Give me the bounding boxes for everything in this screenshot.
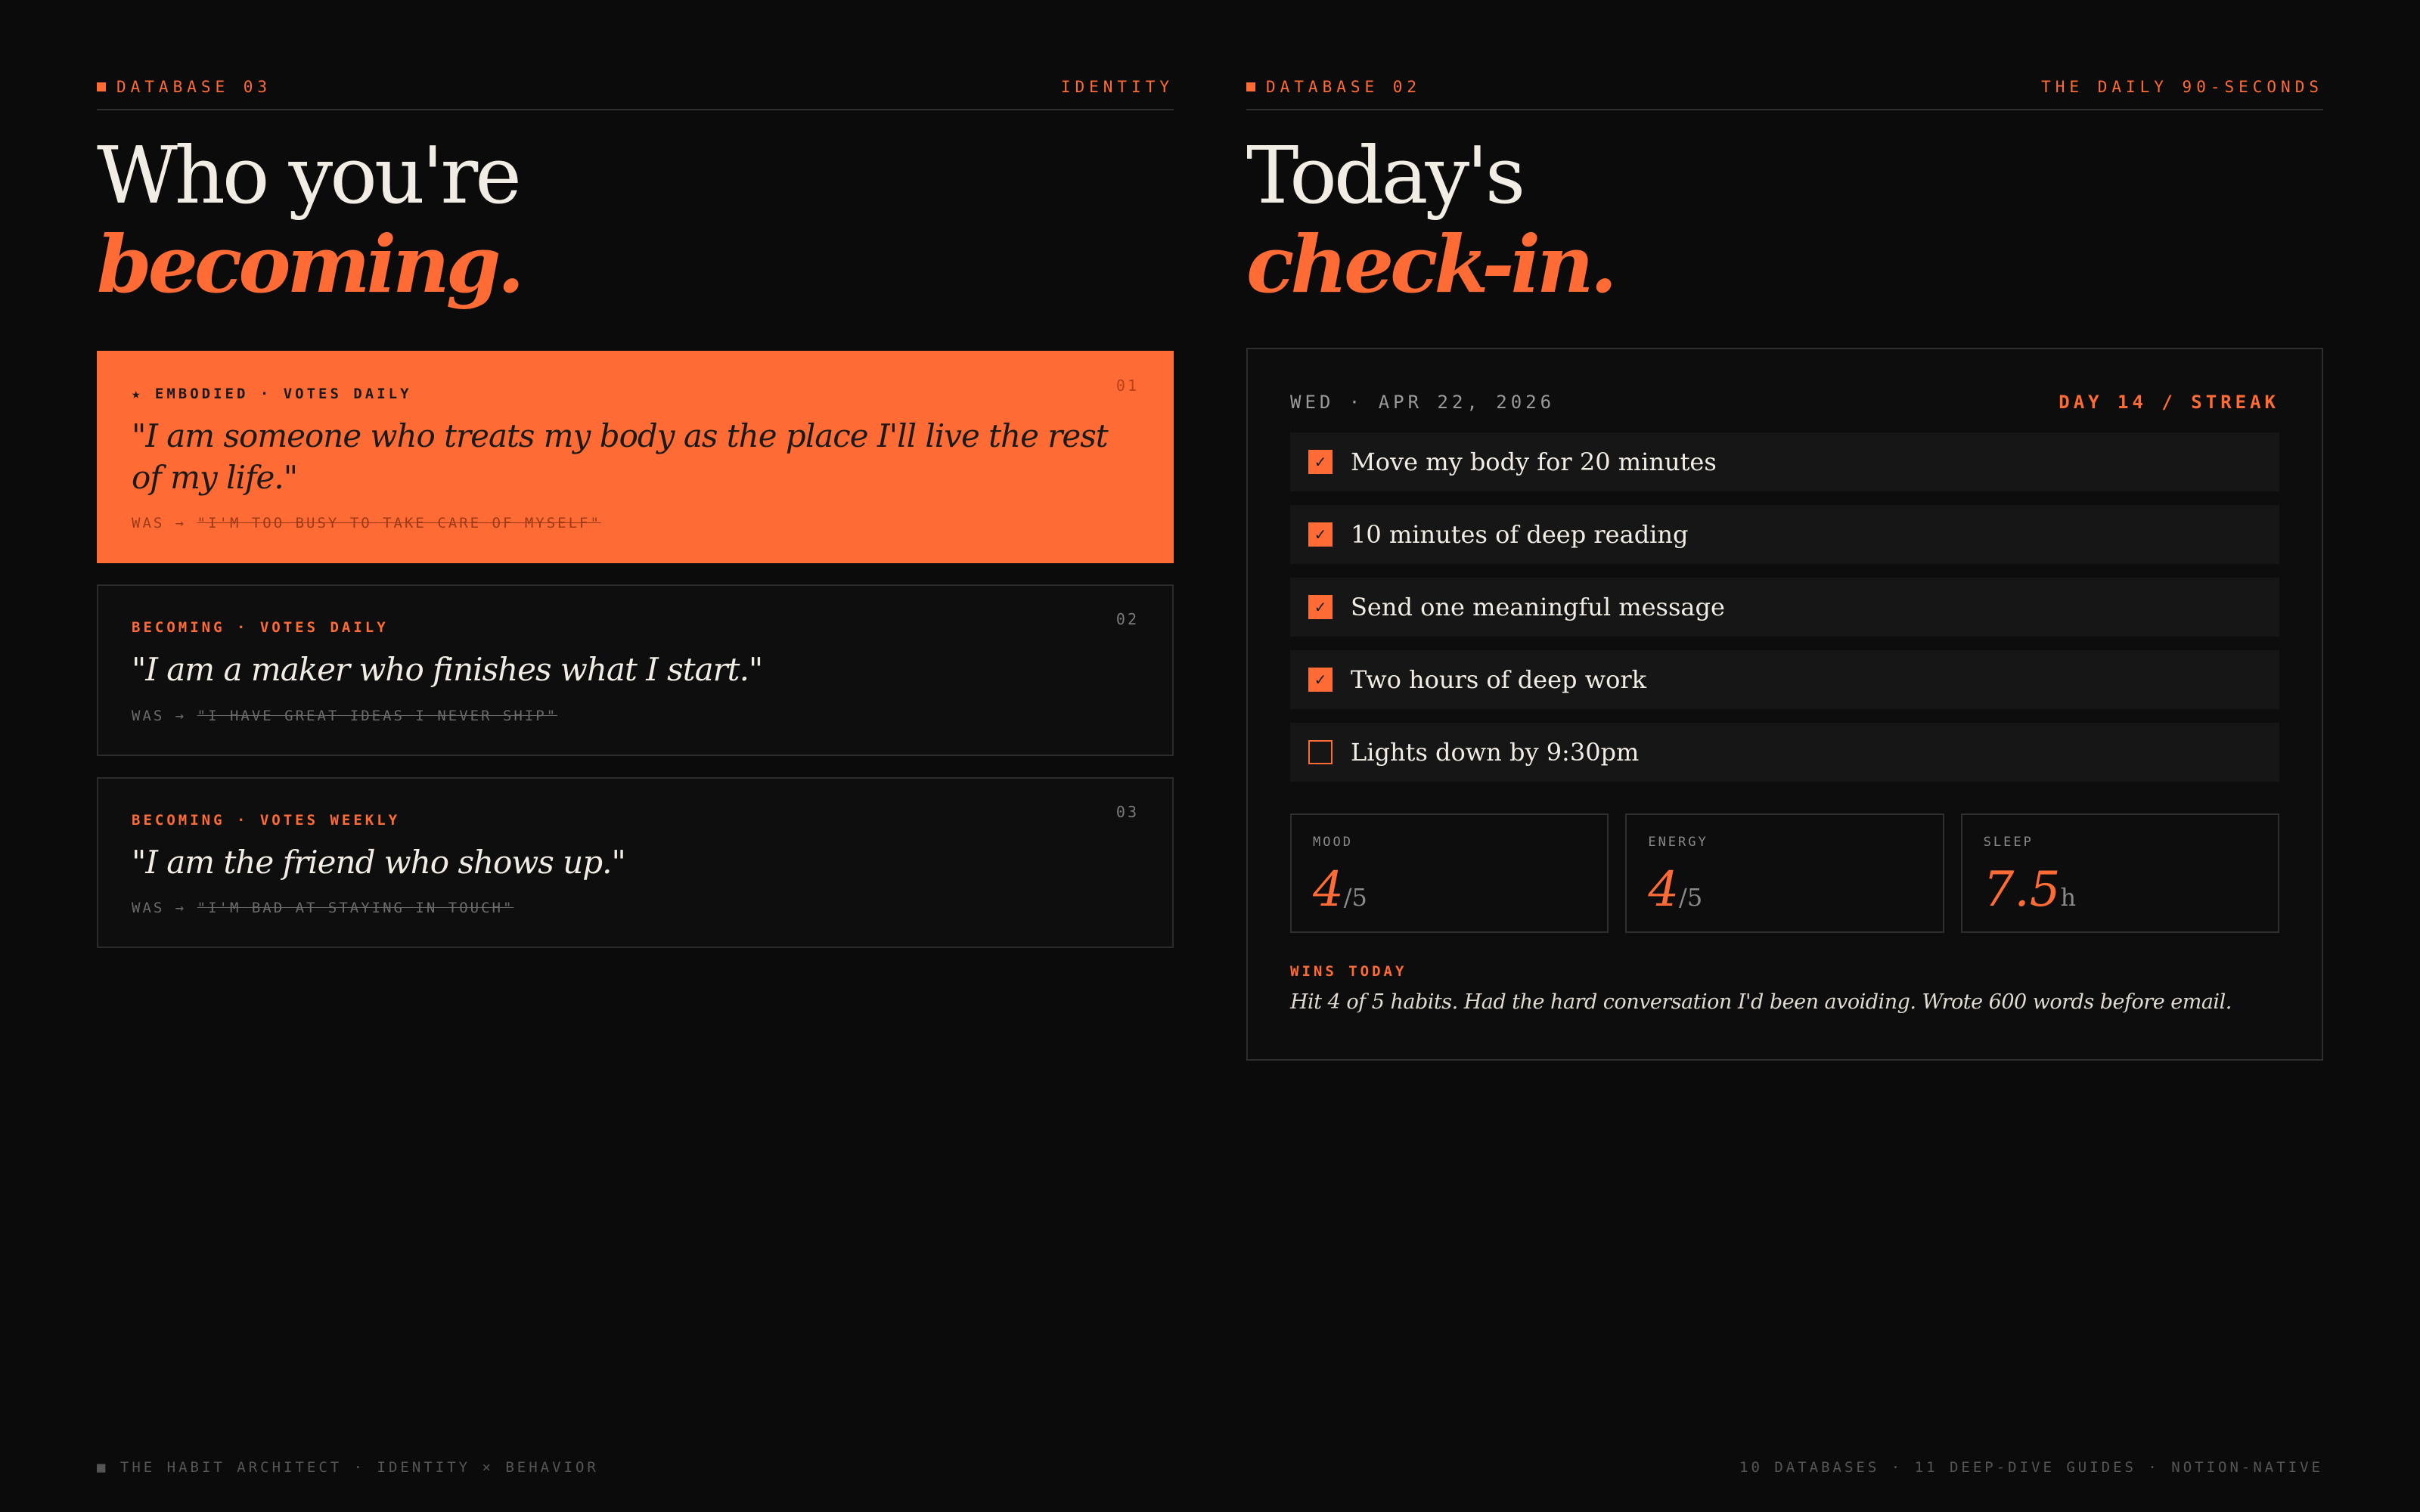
card-number: 01 (1115, 376, 1139, 395)
habit-label: Move my body for 20 minutes (1351, 448, 1717, 476)
old-identity-text: "I HAVE GREAT IDEAS I NEVER SHIP" (197, 707, 558, 724)
footer-brand: ■ THE HABIT ARCHITECT · IDENTITY × BEHAVIOR (97, 1459, 599, 1476)
database-label: DATABASE 02 (1266, 78, 1422, 96)
footer-tagline: 10 DATABASES · 11 DEEP-DIVE GUIDES · NOTION-NATIVE (1739, 1459, 2323, 1476)
card-tag: BECOMING · VOTES WEEKLY (132, 811, 401, 829)
habit-row[interactable] (1290, 578, 2279, 637)
metric-label: ENERGY (1648, 835, 1708, 850)
title-line-2: becoming. (97, 218, 521, 311)
streak-badge: DAY 14 / STREAK (2059, 392, 2279, 413)
square-bullet-icon (97, 82, 106, 91)
identity-card-list (97, 351, 1174, 948)
page-title (1246, 129, 2323, 311)
panel-topbar (1246, 73, 2323, 110)
metric-value (1984, 862, 2257, 918)
metric-unit: h (2060, 883, 2077, 912)
metric-number: 7.5 (1983, 862, 2061, 918)
metric-unit: /5 (1343, 883, 1367, 912)
title-line-2: check-in. (1246, 218, 1614, 311)
section-label: IDENTITY (1060, 78, 1174, 96)
identity-statement: "I am someone who treats my body as the place I'll live the rest of my life." (132, 417, 1108, 496)
old-identity-text: "I'M TOO BUSY TO TAKE CARE OF MYSELF" (197, 515, 601, 532)
habit-label: 10 minutes of deep reading (1351, 520, 1689, 549)
habit-row[interactable] (1290, 723, 2279, 782)
square-bullet-icon (1246, 82, 1255, 91)
metric-mood[interactable] (1290, 813, 1609, 933)
was-prefix: WAS → (132, 515, 187, 532)
card-tag: ★ EMBODIED · VOTES DAILY (132, 386, 412, 402)
old-identity (132, 515, 1139, 531)
habit-checkbox[interactable]: ✓ (1308, 595, 1333, 619)
metric-unit: /5 (1679, 883, 1703, 912)
habit-row[interactable] (1290, 432, 2279, 491)
wins-label: WINS TODAY (1290, 963, 1407, 980)
checkin-header (1290, 392, 2279, 413)
habit-checkbox[interactable]: ✓ (1308, 450, 1333, 474)
card-number: 02 (1115, 610, 1139, 629)
metrics-row (1290, 813, 2279, 933)
identity-statement: "I am a maker who finishes what I start." (132, 651, 763, 689)
habit-list (1290, 432, 2279, 782)
title-line-1: Who you're (97, 129, 519, 222)
page-title (97, 129, 1174, 311)
habit-row[interactable] (1290, 505, 2279, 564)
metric-label: MOOD (1313, 835, 1353, 850)
old-identity (132, 708, 1139, 724)
identity-panel (97, 73, 1174, 948)
habit-label: Two hours of deep work (1351, 665, 1647, 694)
habit-label: Lights down by 9:30pm (1351, 738, 1640, 767)
habit-checkbox[interactable]: ✓ (1308, 522, 1333, 547)
card-tag: BECOMING · VOTES DAILY (132, 619, 389, 637)
metric-label: SLEEP (1983, 835, 2034, 850)
metric-number: 4 (1648, 862, 1680, 918)
checkin-panel (1246, 73, 2323, 1061)
checkin-card (1246, 348, 2323, 1061)
database-label: DATABASE 03 (116, 78, 272, 96)
section-label: THE DAILY 90-SECONDS (2041, 78, 2323, 96)
was-prefix: WAS → (132, 707, 187, 724)
wins-text[interactable]: Hit 4 of 5 habits. Had the hard conversation I'd been avoiding. Wrote 600 words before email. (1290, 990, 2232, 1014)
identity-card[interactable] (97, 584, 1174, 756)
metric-number: 4 (1313, 862, 1344, 918)
title-line-1: Today's (1246, 129, 1523, 222)
metric-value (1313, 862, 1586, 918)
identity-card[interactable] (97, 777, 1174, 949)
metric-value (1648, 862, 1921, 918)
metric-sleep[interactable] (1961, 813, 2279, 933)
habit-checkbox[interactable]: ✓ (1308, 668, 1333, 692)
habit-checkbox[interactable] (1308, 740, 1333, 764)
metric-energy[interactable] (1625, 813, 1944, 933)
old-identity (132, 900, 1139, 916)
was-prefix: WAS → (132, 900, 187, 917)
panel-topbar (97, 73, 1174, 110)
card-number: 03 (1115, 802, 1139, 821)
habit-row[interactable] (1290, 650, 2279, 709)
habit-label: Send one meaningful message (1351, 593, 1725, 621)
checkin-date: WED · APR 22, 2026 (1290, 392, 1556, 413)
old-identity-text: "I'M BAD AT STAYING IN TOUCH" (197, 900, 514, 917)
identity-statement: "I am the friend who shows up." (132, 843, 625, 881)
identity-card[interactable] (97, 351, 1174, 563)
